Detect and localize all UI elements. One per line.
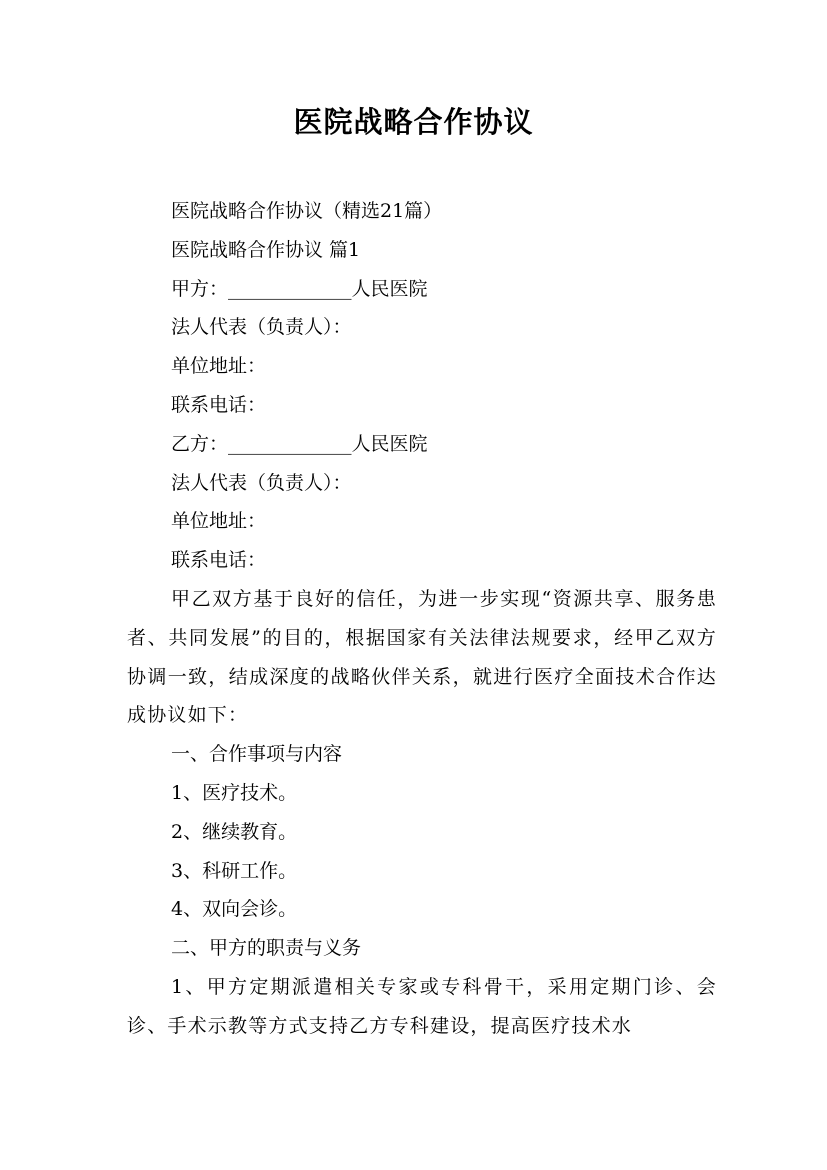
section-one-heading: 一、合作事项与内容 — [171, 743, 343, 766]
party-a-representative: 法人代表（负责人）： — [171, 316, 352, 339]
party-a-address: 单位地址： — [171, 355, 267, 378]
document-body — [127, 192, 717, 1046]
list-item: 1、医疗技术。 — [171, 781, 298, 804]
section-two-heading: 二、甲方的职责与义务 — [171, 937, 362, 960]
document-title: 医院战略合作协议 — [293, 105, 534, 139]
list-item: 3、科研工作。 — [171, 859, 298, 882]
list-item: 4、双向会诊。 — [171, 898, 298, 921]
party-a-line: 甲方：_____________人民医院 — [171, 277, 428, 300]
party-b-phone: 联系电话： — [171, 549, 267, 572]
intro-paragraph: 甲乙双方基于良好的信任，为进一步实现“资源共享、服务患者、共同发展”的目的，根据国家有关法律法规要求，经甲乙双方协调一致，结成深度的战略伙伴关系，就进行医疗全面技术合作达成协议如下： — [127, 587, 717, 727]
subtitle-line: 医院战略合作协议（精选21篇） — [171, 200, 443, 222]
duty-paragraph: 1、甲方定期派遣相关专家或专科骨干，采用定期门诊、会诊、手术示教等方式支持乙方专科建设，提高医疗技术水 — [127, 975, 717, 1037]
party-a-phone: 联系电话： — [171, 393, 267, 416]
chapter-heading: 医院战略合作协议 篇1 — [171, 238, 361, 261]
party-b-line: 乙方：_____________人民医院 — [171, 432, 428, 455]
party-b-representative: 法人代表（负责人）： — [171, 471, 352, 494]
list-item: 2、继续教育。 — [171, 820, 298, 843]
party-b-address: 单位地址： — [171, 510, 267, 533]
